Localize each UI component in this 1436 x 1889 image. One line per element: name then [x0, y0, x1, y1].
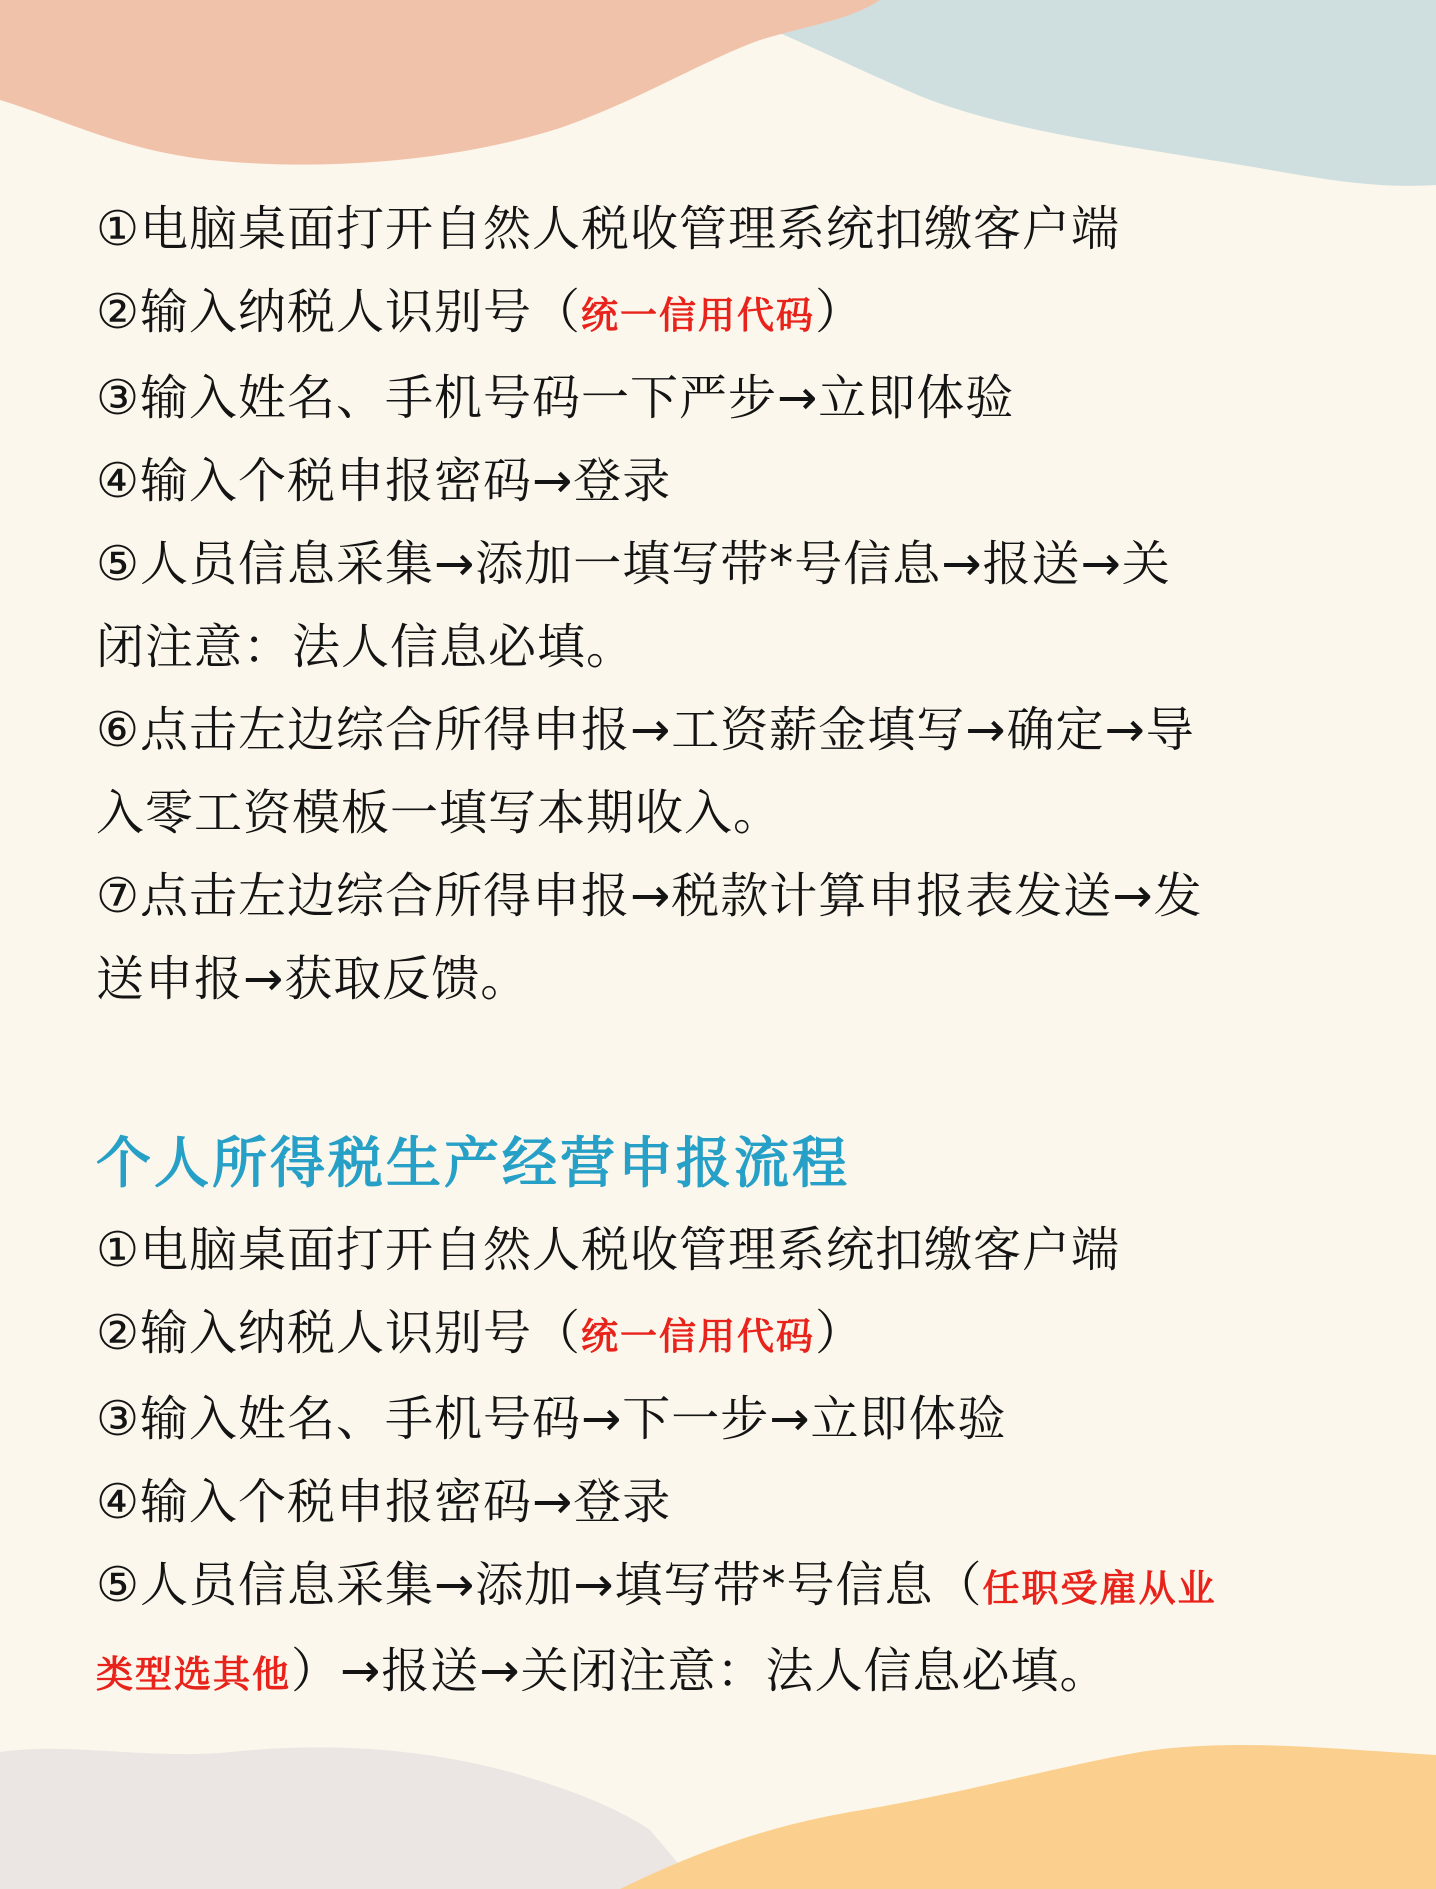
section-2-steps — [96, 1209, 1356, 1716]
step-line — [96, 1209, 1356, 1292]
document-body — [96, 188, 1356, 1716]
step-text: ①电脑桌面打开自然人税收管理系统扣缴客户端 — [96, 201, 1121, 257]
step-line — [96, 1544, 1356, 1630]
step-text: ⑥点击左边综合所得申报→工资薪金填写→确定→导 — [96, 702, 1195, 758]
step-text: ②输入纳税人识别号（ — [96, 1305, 582, 1361]
step-line — [96, 271, 1356, 357]
step-text: 闭注意：法人信息必填。 — [96, 619, 636, 675]
step-text: ②输入纳税人识别号（ — [96, 284, 582, 340]
step-text: ） — [815, 284, 865, 340]
step-line — [96, 523, 1356, 606]
step-text: ⑦点击左边综合所得申报→税款计算申报表发送→发 — [96, 868, 1203, 924]
highlight-text: 任职受雇从业 — [982, 1567, 1217, 1610]
step-line — [96, 689, 1356, 772]
step-line — [96, 440, 1356, 523]
step-line — [96, 606, 1356, 689]
highlight-text: 统一信用代码 — [581, 294, 816, 337]
highlight-text: 类型选其他 — [96, 1653, 291, 1696]
section-1-steps — [96, 188, 1356, 1021]
step-text: ）→报送→关闭注意：法人信息必填。 — [291, 1643, 1109, 1699]
step-text: ⑤人员信息采集→添加→填写带*号信息（ — [96, 1557, 983, 1613]
step-text: 入零工资模板一填写本期收入。 — [96, 785, 783, 841]
step-text: ④输入个税申报密码→登录 — [96, 1474, 672, 1530]
step-line — [96, 1630, 1356, 1716]
top-right-blue-blob — [700, 0, 1436, 186]
step-text: ①电脑桌面打开自然人税收管理系统扣缴客户端 — [96, 1222, 1121, 1278]
step-text: ） — [815, 1305, 865, 1361]
step-line — [96, 357, 1356, 440]
top-left-pink-blob — [0, 0, 880, 165]
step-text: ③输入姓名、手机号码一下严步→立即体验 — [96, 370, 1015, 426]
bottom-left-grey-blob — [0, 1747, 700, 1889]
highlight-text: 统一信用代码 — [581, 1315, 816, 1358]
step-text: 送申报→获取反馈。 — [96, 951, 530, 1007]
step-line — [96, 1461, 1356, 1544]
step-text: ③输入姓名、手机号码→下一步→立即体验 — [96, 1391, 1007, 1447]
step-line — [96, 1292, 1356, 1378]
section-2-title: 个人所得税生产经营申报流程 — [96, 1131, 851, 1195]
step-line — [96, 772, 1356, 855]
step-line — [96, 188, 1356, 271]
step-line — [96, 938, 1356, 1021]
step-text: ⑤人员信息采集→添加一填写带*号信息→报送→关 — [96, 536, 1171, 592]
bottom-right-orange-blob — [620, 1745, 1436, 1889]
step-text: ④输入个税申报密码→登录 — [96, 453, 672, 509]
step-line — [96, 1378, 1356, 1461]
step-line — [96, 855, 1356, 938]
